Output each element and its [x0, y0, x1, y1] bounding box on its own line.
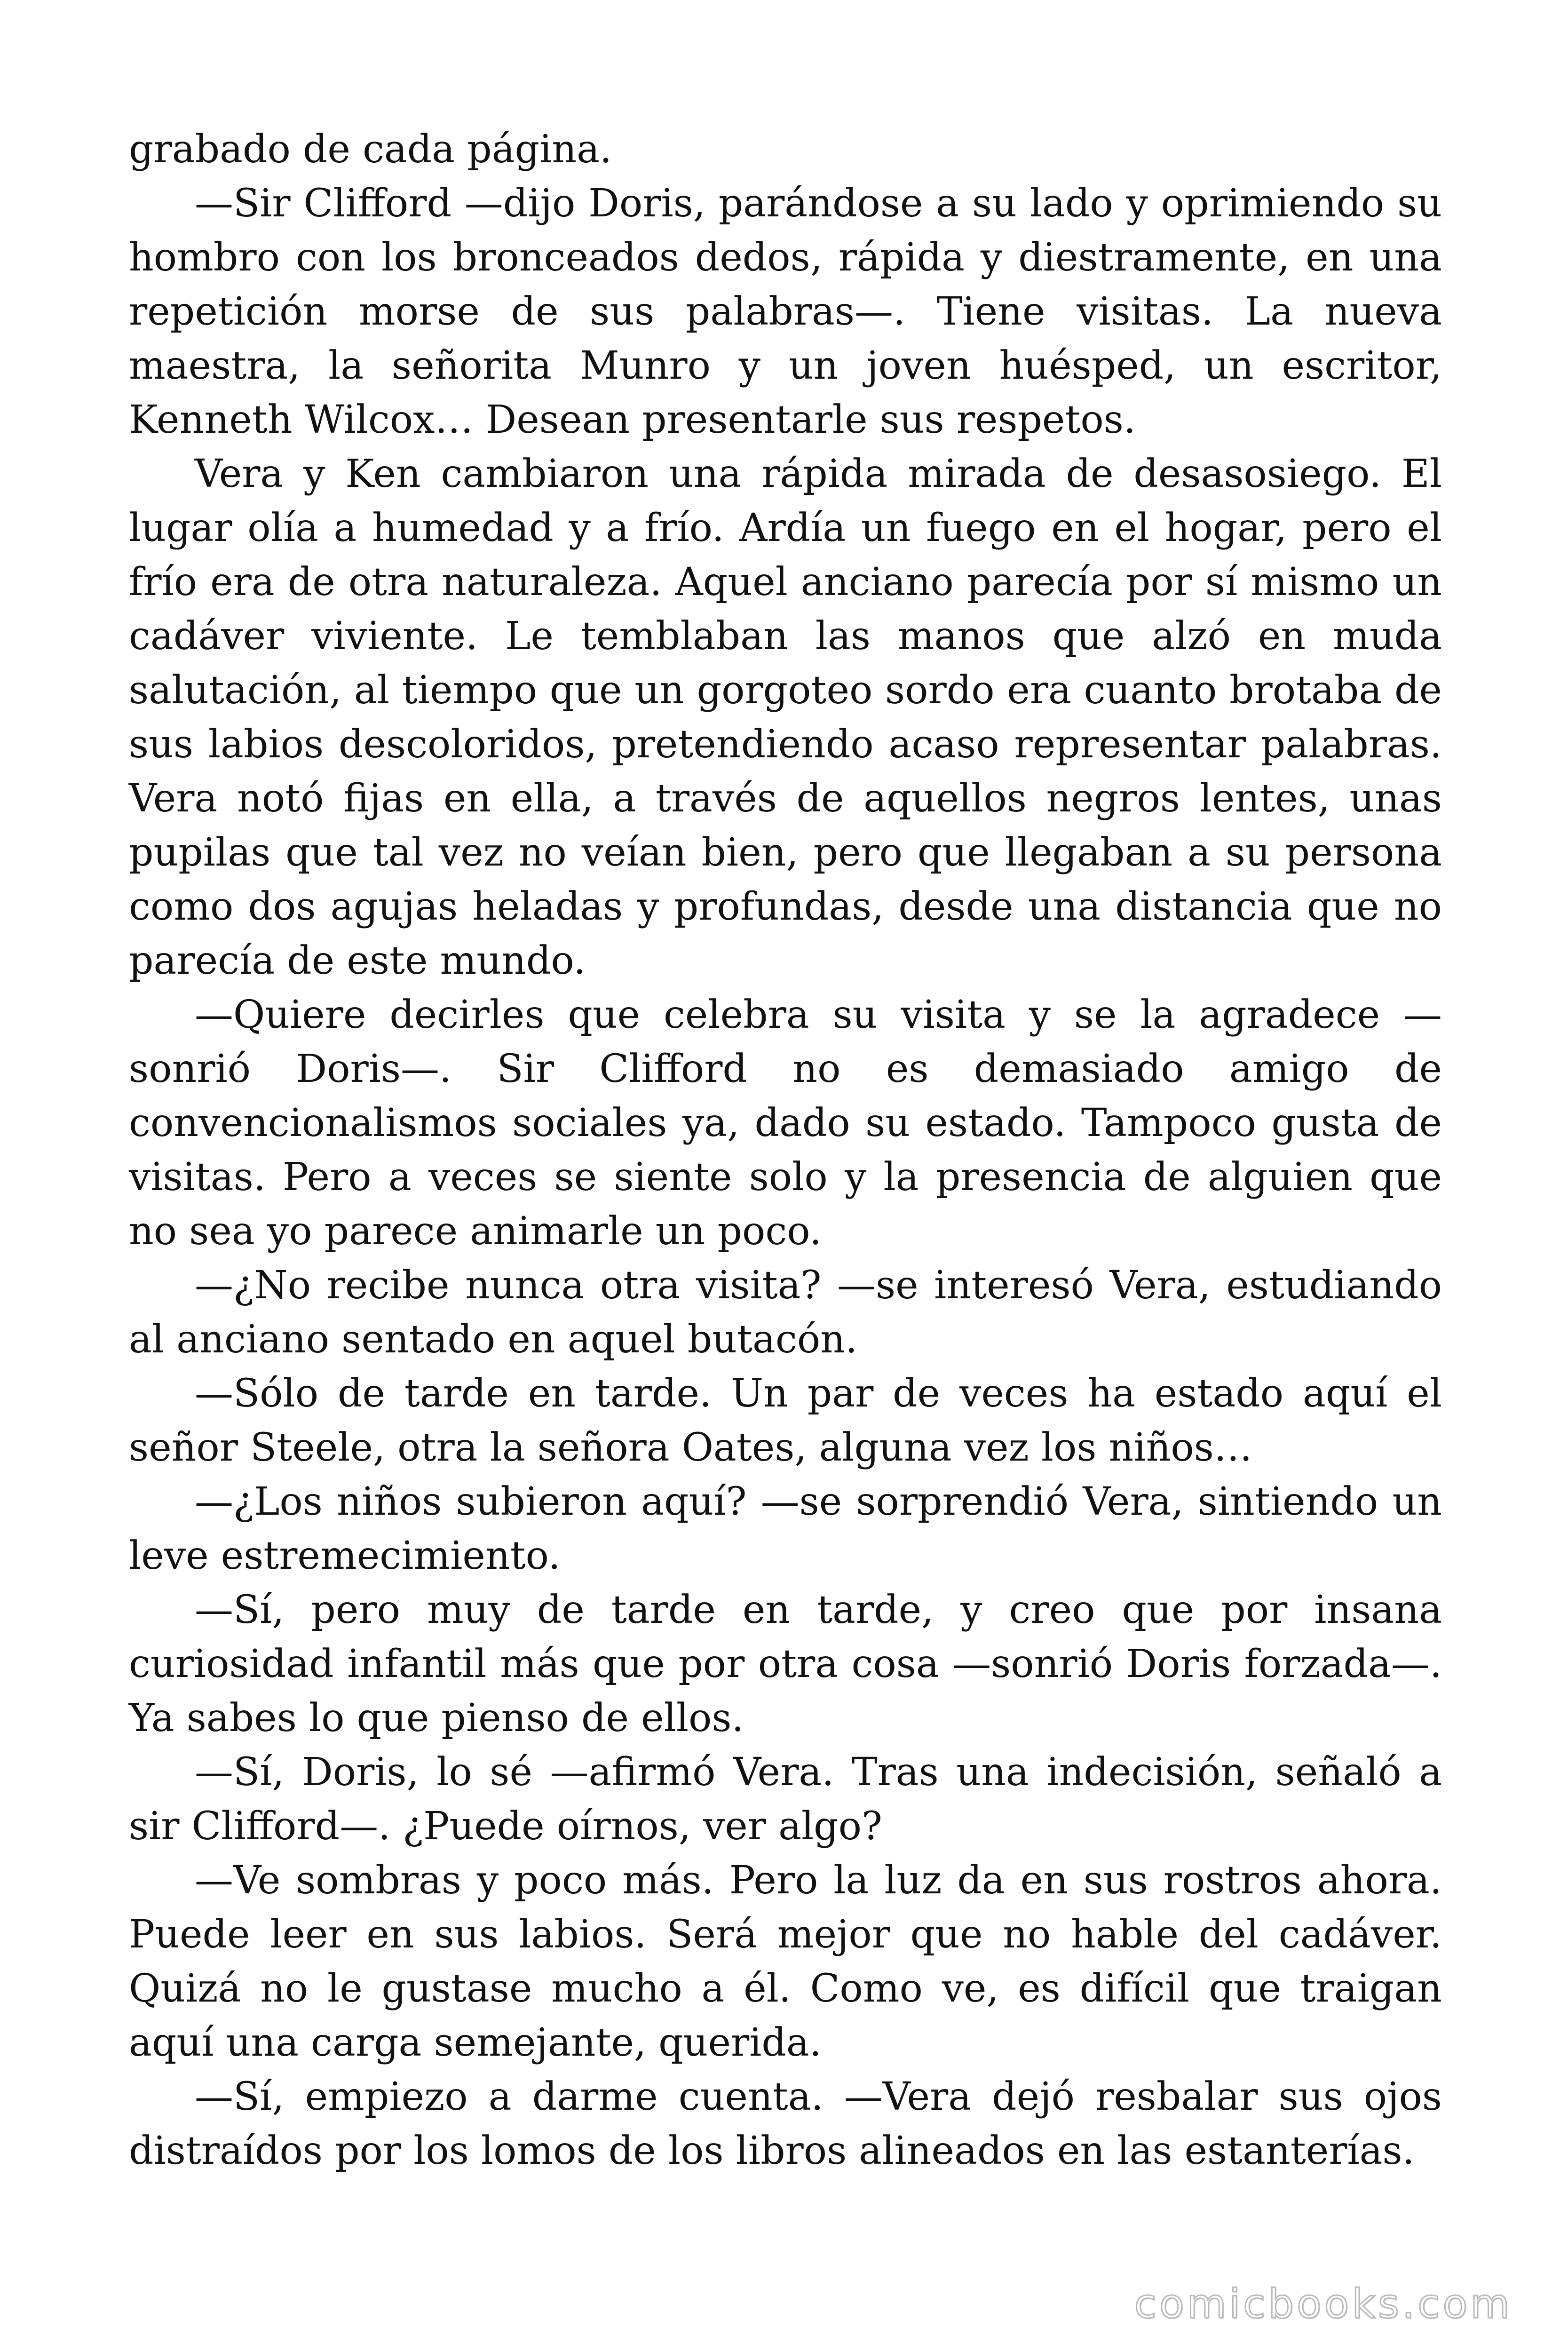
paragraph-3: Vera y Ken cambiaron una rápida mirada de desasosiego. El lugar olía a humedad y a frío. Ardía un fuego en el hogar, pero el frío era de otra naturaleza. Aquel anciano parecía por sí mismo un cadáver viviente. Le temblaban las manos que alzó en muda salutación, al tiempo que un gorgoteo sordo era cuanto brotaba de sus labios descoloridos, pretendiendo acaso representar palabras. Vera notó fijas en ella, a través de aquellos negros lentes, unas pupilas que tal vez no veían bien, pero que llegaban a su persona como dos agujas heladas y profundas, desde una distancia que no parecía de este mundo. [129, 452, 1442, 983]
paragraph-5: —¿No recibe nunca otra visita? —se interesó Vera, estudiando al anciano sentado en aquel butacón. [129, 1263, 1442, 1362]
watermark: comicbooks.com [1134, 2280, 1513, 2328]
paragraph-1: grabado de cada página. [129, 127, 612, 172]
paragraph-2: —Sir Clifford —dijo Doris, parándose a su lado y oprimiendo su hombro con los bronceados dedos, rápida y diestramente, en una repetición morse de sus palabras—. Tiene visitas. La nueva maestra, la señorita Munro y un joven huésped, un escritor, Kenneth Wilcox… Desean presentarle sus respetos. [129, 181, 1442, 442]
paragraph-8: —Sí, pero muy de tarde en tarde, y creo que por insana curiosidad infantil más que por otra cosa —sonrió Doris forzada—. Ya sabes lo que pienso de ellos. [129, 1588, 1442, 1740]
paragraph-9: —Sí, Doris, lo sé —afirmó Vera. Tras una indecisión, señaló a sir Clifford—. ¿Puede oírnos, ver algo? [129, 1750, 1442, 1849]
paragraph-4: —Quiere decirles que celebra su visita y se la agradece —sonrió Doris—. Sir Clifford no es demasiado amigo de convencionalismos sociales ya, dado su estado. Tampoco gusta de visitas. Pero a veces se siente solo y la presencia de alguien que no sea yo parece animarle un poco. [129, 993, 1442, 1254]
paragraph-11: —Sí, empiezo a darme cuenta. —Vera dejó resbalar sus ojos distraídos por los lomos de los libros alineados en las estanterías. [129, 2074, 1442, 2173]
page-text [129, 122, 1442, 2178]
paragraph-10: —Ve sombras y poco más. Pero la luz da en sus rostros ahora. Puede leer en sus labios. Será mejor que no hable del cadáver. Quizá no le gustase mucho a él. Como ve, es difícil que traigan aquí una carga semejante, querida. [129, 1858, 1442, 2065]
paragraph-6: —Sólo de tarde en tarde. Un par de veces ha estado aquí el señor Steele, otra la señora Oates, alguna vez los niños… [129, 1371, 1442, 1470]
paragraph-7: —¿Los niños subieron aquí? —se sorprendió Vera, sintiendo un leve estremecimiento. [129, 1479, 1442, 1578]
